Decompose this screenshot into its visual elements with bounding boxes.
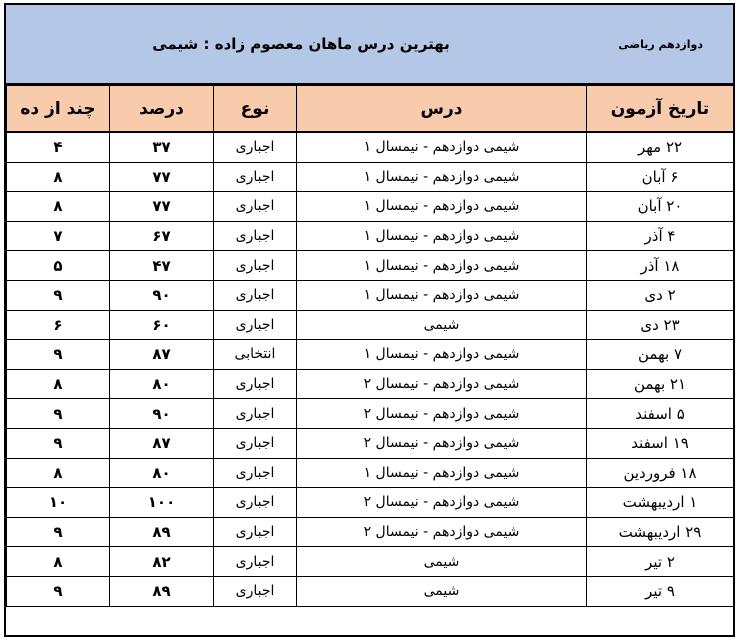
rank-cell: ۸ <box>7 458 110 488</box>
exam-type-cell: اجباری <box>214 162 297 192</box>
percent-cell: ۸۷ <box>110 428 214 458</box>
table-row <box>7 162 734 192</box>
exam-date-cell: ۷ بهمن <box>587 340 734 370</box>
table-row <box>7 280 734 310</box>
table-row <box>7 488 734 518</box>
exam-type-cell: اجباری <box>214 488 297 518</box>
table-row <box>7 132 734 162</box>
rank-cell: ۸ <box>7 192 110 222</box>
percent-cell: ۸۰ <box>110 369 214 399</box>
percent-cell: ۹۰ <box>110 399 214 429</box>
exam-type-cell: اجباری <box>214 517 297 547</box>
exam-date-cell: ۴ آذر <box>587 221 734 251</box>
table-row <box>7 547 734 577</box>
table-row <box>7 517 734 547</box>
table-row <box>7 310 734 340</box>
course-cell: شیمی دوازدهم - نیمسال ۲ <box>297 428 587 458</box>
course-cell: شیمی دوازدهم - نیمسال ۱ <box>297 251 587 281</box>
rank-cell: ۹ <box>7 576 110 606</box>
rank-cell: ۸ <box>7 162 110 192</box>
course-cell: شیمی دوازدهم - نیمسال ۱ <box>297 162 587 192</box>
rank-cell: ۶ <box>7 310 110 340</box>
exam-date-cell: ۲ تیر <box>587 547 734 577</box>
table-row <box>7 369 734 399</box>
scores-table <box>6 85 734 607</box>
rank-cell: ۹ <box>7 280 110 310</box>
exam-date-cell: ۱۸ آذر <box>587 251 734 281</box>
table-row <box>7 428 734 458</box>
table-row <box>7 251 734 281</box>
rank-cell: ۱۰ <box>7 488 110 518</box>
course-cell: شیمی دوازدهم - نیمسال ۱ <box>297 132 587 162</box>
percent-cell: ۶۰ <box>110 310 214 340</box>
course-cell: شیمی <box>297 576 587 606</box>
exam-date-cell: ۲۹ اردیبهشت <box>587 517 734 547</box>
table-row <box>7 458 734 488</box>
exam-type-cell: اجباری <box>214 310 297 340</box>
header-type: نوع <box>214 86 297 133</box>
percent-cell: ۳۷ <box>110 132 214 162</box>
rank-cell: ۵ <box>7 251 110 281</box>
table-row <box>7 221 734 251</box>
table-row <box>7 192 734 222</box>
course-cell: شیمی دوازدهم - نیمسال ۲ <box>297 488 587 518</box>
course-cell: شیمی دوازدهم - نیمسال ۲ <box>297 517 587 547</box>
percent-cell: ۱۰۰ <box>110 488 214 518</box>
table-header-row <box>7 86 734 133</box>
header-percent: درصد <box>110 86 214 133</box>
report-title: بهترین درس ماهان معصوم زاده : شیمی <box>152 35 450 53</box>
course-cell: شیمی دوازدهم - نیمسال ۱ <box>297 192 587 222</box>
report-banner <box>6 5 733 85</box>
rank-cell: ۷ <box>7 221 110 251</box>
exam-type-cell: اجباری <box>214 280 297 310</box>
table-row <box>7 399 734 429</box>
course-cell: شیمی دوازدهم - نیمسال ۱ <box>297 458 587 488</box>
exam-type-cell: اجباری <box>214 576 297 606</box>
percent-cell: ۹۰ <box>110 280 214 310</box>
exam-date-cell: ۲۲ مهر <box>587 132 734 162</box>
header-date: تاریخ آزمون <box>587 86 734 133</box>
exam-date-cell: ۲۳ دی <box>587 310 734 340</box>
exam-type-cell: اجباری <box>214 221 297 251</box>
rank-cell: ۹ <box>7 517 110 547</box>
exam-type-cell: اجباری <box>214 458 297 488</box>
report-sheet <box>4 3 735 637</box>
course-cell: شیمی دوازدهم - نیمسال ۱ <box>297 340 587 370</box>
exam-date-cell: ۲ دی <box>587 280 734 310</box>
exam-type-cell: اجباری <box>214 547 297 577</box>
exam-type-cell: اجباری <box>214 132 297 162</box>
table-row <box>7 576 734 606</box>
percent-cell: ۴۷ <box>110 251 214 281</box>
rank-cell: ۹ <box>7 399 110 429</box>
course-cell: شیمی دوازدهم - نیمسال ۲ <box>297 399 587 429</box>
table-row <box>7 340 734 370</box>
percent-cell: ۸۹ <box>110 517 214 547</box>
exam-type-cell: اجباری <box>214 399 297 429</box>
rank-cell: ۹ <box>7 340 110 370</box>
course-cell: شیمی <box>297 310 587 340</box>
course-cell: شیمی <box>297 547 587 577</box>
exam-date-cell: ۶ آبان <box>587 162 734 192</box>
exam-date-cell: ۱ اردیبهشت <box>587 488 734 518</box>
exam-type-cell: اجباری <box>214 428 297 458</box>
rank-cell: ۴ <box>7 132 110 162</box>
percent-cell: ۸۷ <box>110 340 214 370</box>
course-cell: شیمی دوازدهم - نیمسال ۲ <box>297 369 587 399</box>
rank-cell: ۸ <box>7 369 110 399</box>
exam-type-cell: اجباری <box>214 369 297 399</box>
exam-date-cell: ۵ اسفند <box>587 399 734 429</box>
percent-cell: ۸۹ <box>110 576 214 606</box>
exam-type-cell: اجباری <box>214 251 297 281</box>
percent-cell: ۶۷ <box>110 221 214 251</box>
course-cell: شیمی دوازدهم - نیمسال ۱ <box>297 221 587 251</box>
exam-type-cell: انتخابی <box>214 340 297 370</box>
exam-date-cell: ۱۹ اسفند <box>587 428 734 458</box>
exam-date-cell: ۹ تیر <box>587 576 734 606</box>
exam-date-cell: ۲۱ بهمن <box>587 369 734 399</box>
course-cell: شیمی دوازدهم - نیمسال ۱ <box>297 280 587 310</box>
percent-cell: ۸۲ <box>110 547 214 577</box>
exam-date-cell: ۱۸ فروردین <box>587 458 734 488</box>
rank-cell: ۹ <box>7 428 110 458</box>
rank-cell: ۸ <box>7 547 110 577</box>
header-course: درس <box>297 86 587 133</box>
percent-cell: ۷۷ <box>110 162 214 192</box>
percent-cell: ۸۰ <box>110 458 214 488</box>
grade-label: دوازدهم ریاضی <box>618 37 703 51</box>
header-rank: چند از ده <box>7 86 110 133</box>
percent-cell: ۷۷ <box>110 192 214 222</box>
exam-date-cell: ۲۰ آبان <box>587 192 734 222</box>
exam-type-cell: اجباری <box>214 192 297 222</box>
